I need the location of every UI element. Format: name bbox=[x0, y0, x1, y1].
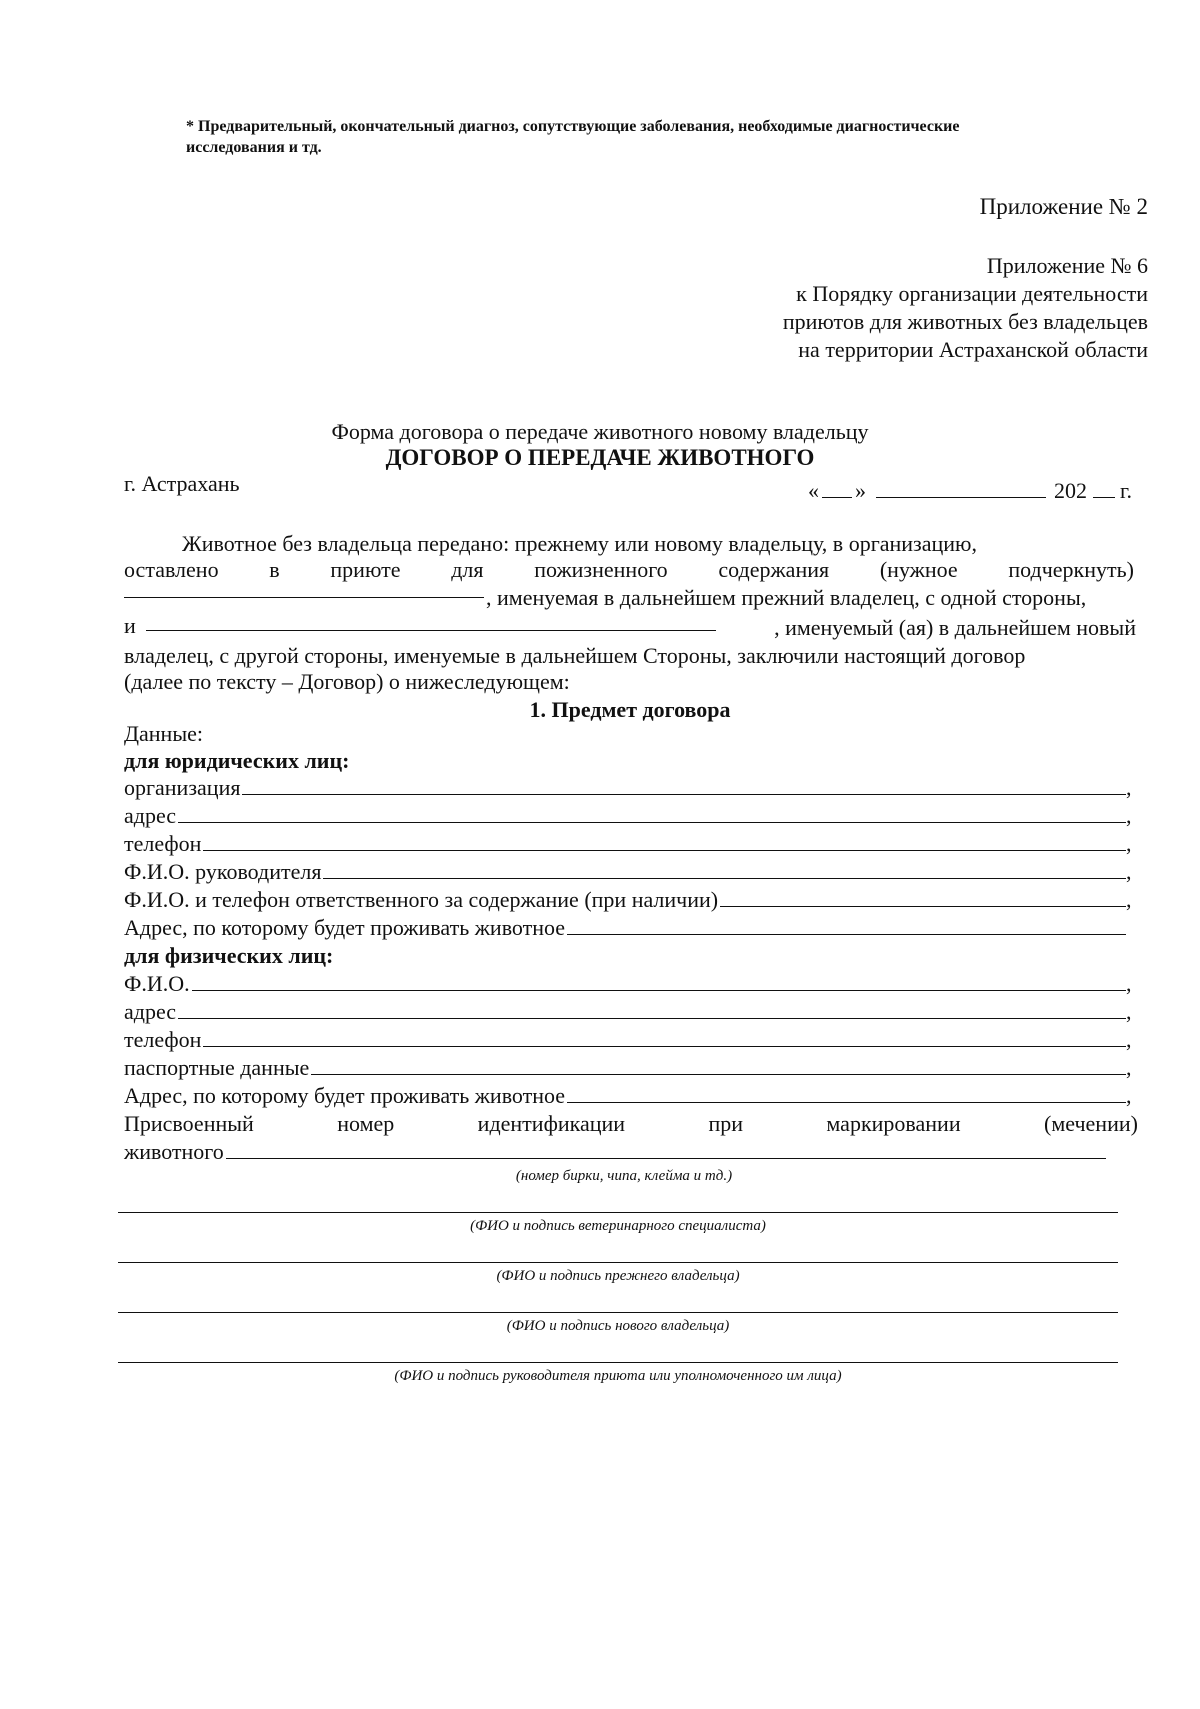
field-blank[interactable] bbox=[178, 802, 1126, 823]
identification-word: Присвоенный bbox=[124, 1111, 254, 1136]
appendix-sub-line-2: к Порядку организации деятельности bbox=[796, 281, 1148, 306]
legal-field-animal-address[interactable] bbox=[124, 914, 1134, 942]
field-blank[interactable] bbox=[178, 998, 1126, 1019]
physical-field-animal-address[interactable]: Адрес, по которому будет проживать животное , bbox=[124, 1083, 1132, 1108]
field-label: Адрес, по которому будет проживать животное bbox=[124, 1083, 566, 1108]
signature-line-vet[interactable] bbox=[118, 1212, 1118, 1213]
legal-field-responsible[interactable]: Ф.И.О. и телефон ответственного за содержание (при наличии) , bbox=[124, 887, 1132, 912]
field-label: адрес bbox=[124, 803, 177, 828]
physical-field-fio[interactable]: Ф.И.О. , bbox=[124, 971, 1132, 996]
identification-word: номер bbox=[337, 1111, 395, 1136]
field-blank[interactable] bbox=[203, 1026, 1126, 1047]
intro-word: (нужное bbox=[879, 557, 958, 582]
field-label: Ф.И.О. и телефон ответственного за содержание (при наличии) bbox=[124, 887, 719, 912]
identification-number-field[interactable] bbox=[124, 1138, 1106, 1166]
legal-field-address[interactable]: адрес , bbox=[124, 803, 1132, 828]
city: г. Астрахань bbox=[124, 471, 240, 496]
field-blank[interactable] bbox=[192, 970, 1126, 991]
field-label: телефон bbox=[124, 1027, 202, 1052]
intro-line-2 bbox=[124, 556, 1134, 584]
signature-line-previous-owner[interactable] bbox=[118, 1262, 1118, 1263]
intro-word: подчеркнуть) bbox=[1008, 557, 1134, 582]
physical-field-phone[interactable]: телефон , bbox=[124, 1027, 1132, 1052]
intro-line-6: (далее по тексту – Договор) о нижеследующем: bbox=[124, 669, 570, 694]
intro-word: приюте bbox=[330, 557, 401, 582]
intro-word: пожизненного bbox=[534, 557, 668, 582]
footnote bbox=[186, 116, 960, 158]
legal-heading: для юридических лиц: bbox=[124, 748, 350, 773]
date-year-suffix: г. bbox=[1120, 478, 1133, 503]
field-label: телефон bbox=[124, 831, 202, 856]
intro-word: для bbox=[451, 557, 484, 582]
signature-line-new-owner[interactable] bbox=[118, 1312, 1118, 1313]
caption-shelter-head: (ФИО и подпись руководителя приюта или уполномоченного им лица) bbox=[394, 1368, 842, 1384]
section-1-title: 1. Предмет договора bbox=[529, 697, 731, 722]
field-blank[interactable] bbox=[226, 1138, 1106, 1159]
appendix-sub bbox=[783, 252, 1148, 364]
intro-word: содержания bbox=[718, 557, 830, 582]
form-title: Форма договора о передаче животного новому владельцу bbox=[331, 419, 869, 444]
appendix-main: Приложение № 2 bbox=[979, 194, 1148, 219]
date-year-blank[interactable] bbox=[1093, 497, 1115, 498]
field-blank[interactable] bbox=[720, 886, 1126, 907]
field-blank[interactable] bbox=[203, 830, 1126, 851]
field-label: организация bbox=[124, 775, 241, 800]
previous-owner-blank[interactable] bbox=[124, 597, 484, 598]
field-blank[interactable] bbox=[242, 774, 1126, 795]
intro-word: в bbox=[269, 557, 280, 582]
physical-heading: для физических лиц: bbox=[124, 943, 334, 968]
legal-field-phone[interactable]: телефон , bbox=[124, 831, 1132, 856]
intro-word: оставлено bbox=[124, 557, 219, 582]
field-label: Ф.И.О. bbox=[124, 971, 190, 996]
new-owner-blank[interactable] bbox=[146, 630, 716, 631]
signature-line-shelter-head[interactable] bbox=[118, 1362, 1118, 1363]
identification-word: при bbox=[708, 1111, 743, 1136]
field-label: Ф.И.О. руководителя bbox=[124, 859, 322, 884]
intro-line-1: Животное без владельца передано: прежнему или новому владельцу, в организацию, bbox=[182, 531, 977, 556]
intro-line-5: владелец, с другой стороны, именуемые в дальнейшем Стороны, заключили настоящий договор bbox=[124, 643, 1026, 668]
physical-field-address[interactable]: адрес , bbox=[124, 999, 1132, 1024]
contract-title: ДОГОВОР О ПЕРЕДАЧЕ ЖИВОТНОГО bbox=[385, 445, 815, 470]
appendix-sub-line-3: приютов для животных без владельцев bbox=[782, 309, 1148, 334]
field-blank[interactable] bbox=[323, 858, 1126, 879]
date-day-blank[interactable] bbox=[822, 497, 852, 498]
physical-field-passport[interactable]: паспортные данные , bbox=[124, 1055, 1132, 1080]
field-label: животного bbox=[124, 1139, 224, 1164]
appendix-sub-line-1: Приложение № 6 bbox=[986, 253, 1148, 278]
caption-tag-number: (номер бирки, чипа, клейма и тд.) bbox=[515, 1168, 733, 1184]
date-month-blank[interactable] bbox=[876, 497, 1046, 498]
caption-new-owner: (ФИО и подпись нового владельца) bbox=[506, 1318, 730, 1334]
footnote-line-1: * Предварительный, окончательный диагноз, сопутствующие заболевания, необходимые диагностические bbox=[186, 118, 960, 135]
date-line bbox=[808, 477, 1138, 505]
date-close-quote: » bbox=[855, 478, 866, 503]
field-label: адрес bbox=[124, 999, 177, 1024]
field-blank[interactable] bbox=[311, 1054, 1126, 1075]
footnote-line-2: исследования и тд. bbox=[186, 139, 322, 156]
identification-word: (мечении) bbox=[1044, 1111, 1138, 1136]
date-open-quote: « bbox=[808, 478, 819, 503]
legal-field-organization[interactable]: организация , bbox=[124, 775, 1132, 800]
caption-vet: (ФИО и подпись ветеринарного специалиста) bbox=[470, 1218, 766, 1234]
field-label: паспортные данные bbox=[124, 1055, 310, 1080]
field-blank[interactable] bbox=[567, 914, 1126, 935]
identification-line bbox=[124, 1110, 1138, 1138]
intro-line-3: , именуемая в дальнейшем прежний владелец, с одной стороны, bbox=[486, 585, 1087, 610]
intro-line-4-prefix: и bbox=[124, 613, 136, 638]
date-year-prefix: 202 bbox=[1054, 478, 1087, 503]
field-label: Адрес, по которому будет проживать животное bbox=[124, 915, 566, 940]
identification-word: идентификации bbox=[477, 1111, 626, 1136]
legal-field-director[interactable]: Ф.И.О. руководителя , bbox=[124, 859, 1132, 884]
intro-line-4: , именуемый (ая) в дальнейшем новый bbox=[774, 615, 1136, 640]
field-blank[interactable] bbox=[567, 1082, 1126, 1103]
appendix-sub-line-4: на территории Астраханской области bbox=[798, 337, 1148, 362]
caption-previous-owner: (ФИО и подпись прежнего владельца) bbox=[496, 1268, 740, 1284]
data-label: Данные: bbox=[124, 721, 203, 746]
identification-word: маркировании bbox=[826, 1111, 961, 1136]
